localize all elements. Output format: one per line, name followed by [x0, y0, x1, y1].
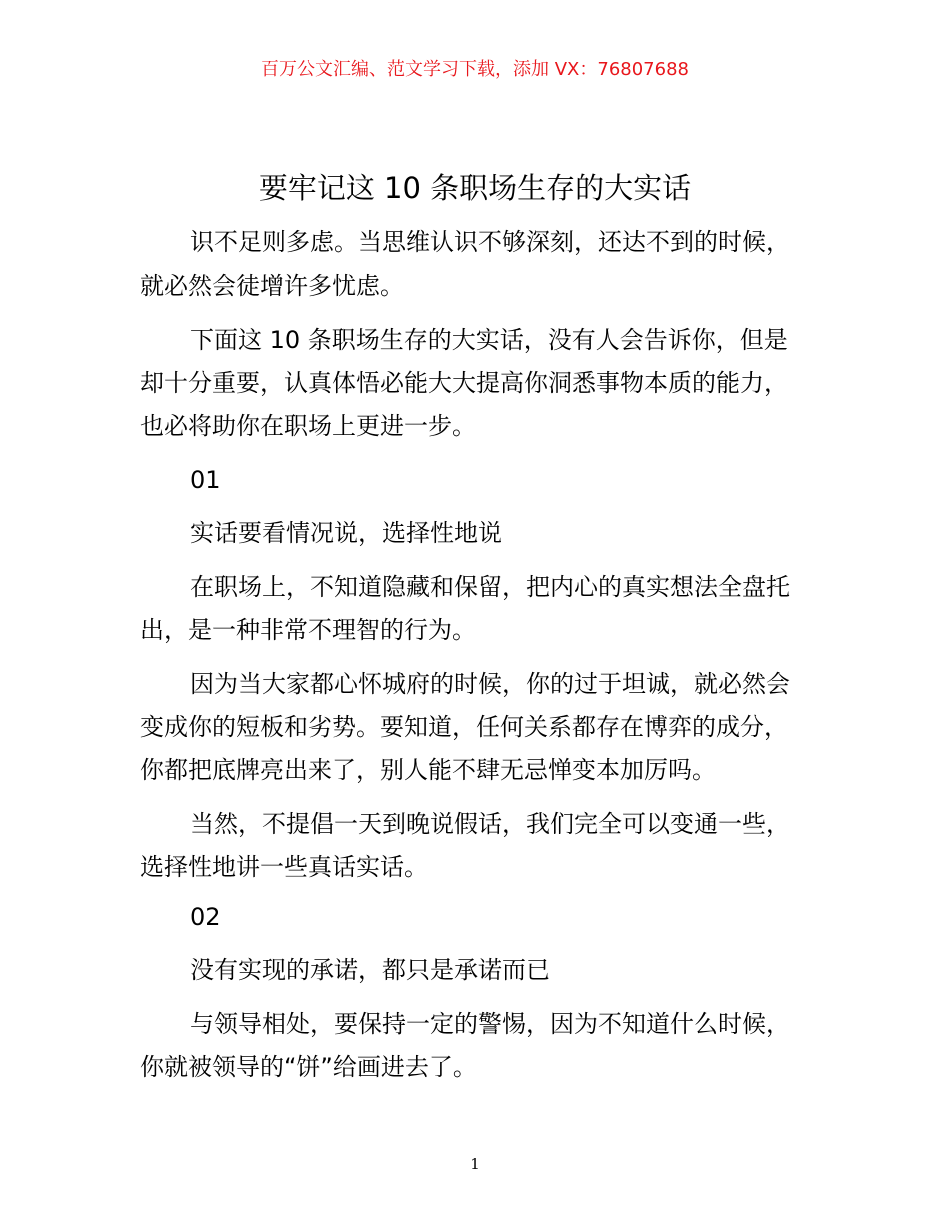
paragraph-line: 变成你的短板和劣势。要知道，任何关系都存在博弈的成分， [140, 713, 788, 741]
page-number: 1 [470, 1155, 480, 1173]
paragraph-line: 因为当大家都心怀城府的时候，你的过于坦诚，就必然会 [190, 670, 790, 698]
watermark-header: 百万公文汇编、范文学习下载，添加 VX：76807688 [261, 59, 689, 80]
paragraph-line: 当然，不提倡一天到晚说假话，我们完全可以变通一些， [190, 810, 790, 838]
section-heading: 实话要看情况说，选择性地说 [190, 519, 502, 547]
paragraph-line: 就必然会徒增许多忧虑。 [140, 272, 404, 300]
paragraph-line: 你都把底牌亮出来了，别人能不肆无忌惮变本加厉吗。 [140, 756, 716, 784]
section-number: 02 [190, 903, 221, 931]
paragraph-line: 却十分重要，认真体悟必能大大提高你洞悉事物本质的能力， [140, 369, 788, 397]
paragraph-line: 识不足则多虑。当思维认识不够深刻，还达不到的时候， [190, 228, 790, 256]
paragraph-line: 你就被领导的“饼”给画进去了。 [140, 1053, 477, 1081]
paragraph-line: 也必将助你在职场上更进一步。 [140, 412, 476, 440]
section-number: 01 [190, 466, 221, 494]
paragraph-line: 在职场上，不知道隐藏和保留，把内心的真实想法全盘托 [190, 573, 790, 601]
section-heading: 没有实现的承诺，都只是承诺而已 [190, 956, 550, 984]
paragraph-line: 选择性地讲一些真话实话。 [140, 853, 428, 881]
paragraph-line: 与领导相处，要保持一定的警惕，因为不知道什么时候， [190, 1010, 790, 1038]
paragraph-line: 下面这 10 条职场生存的大实话，没有人会告诉你，但是 [190, 326, 788, 354]
document-title: 要牢记这 10 条职场生存的大实话 [258, 171, 692, 205]
paragraph-line: 出，是一种非常不理智的行为。 [140, 616, 476, 644]
